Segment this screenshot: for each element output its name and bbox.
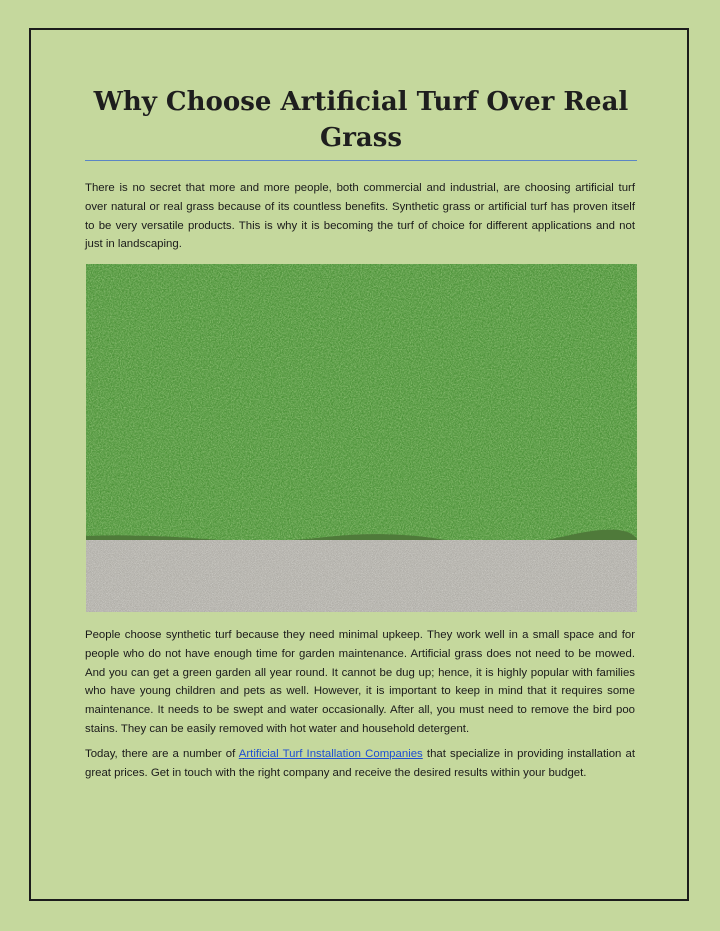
artificial-turf-photo	[86, 264, 637, 612]
intro-paragraph: There is no secret that more and more people, both commercial and industrial, are choosing artificial turf over natural or real grass because of its countless benefits. Synthetic grass or artificial turf has proven itself to be very versatile products. This is why it is becoming the turf of choice for different applications and not just in landscaping.	[85, 182, 635, 251]
artificial-turf-installation-companies-link[interactable]: Artificial Turf Installation Companies	[238, 748, 423, 760]
benefits-paragraph: People choose synthetic turf because they need minimal upkeep. They work well in a small space and for people who do not have enough time for garden maintenance. Artificial grass does not need to be mowed. And you can get a green garden all year round. It cannot be dug up; hence, it is highly popular with families who have young children and pets as well. However, it is important to keep in mind that it requires some maintenance. It needs to be swept and water occasionally. After all, you must need to remove the bird poo stains. They can be easily removed with hot water and household detergent.	[85, 629, 635, 735]
document-title: Why Choose Artificial Turf Over Real Grass	[93, 87, 629, 153]
companies-paragraph-tail: that specialize in providing installation at great prices. Get in touch with the right company and receive the desired results within your budget.	[85, 748, 636, 779]
companies-paragraph-lead: Today, there are a number of	[85, 748, 239, 760]
title-underline	[85, 160, 637, 161]
companies-paragraph	[85, 745, 635, 783]
